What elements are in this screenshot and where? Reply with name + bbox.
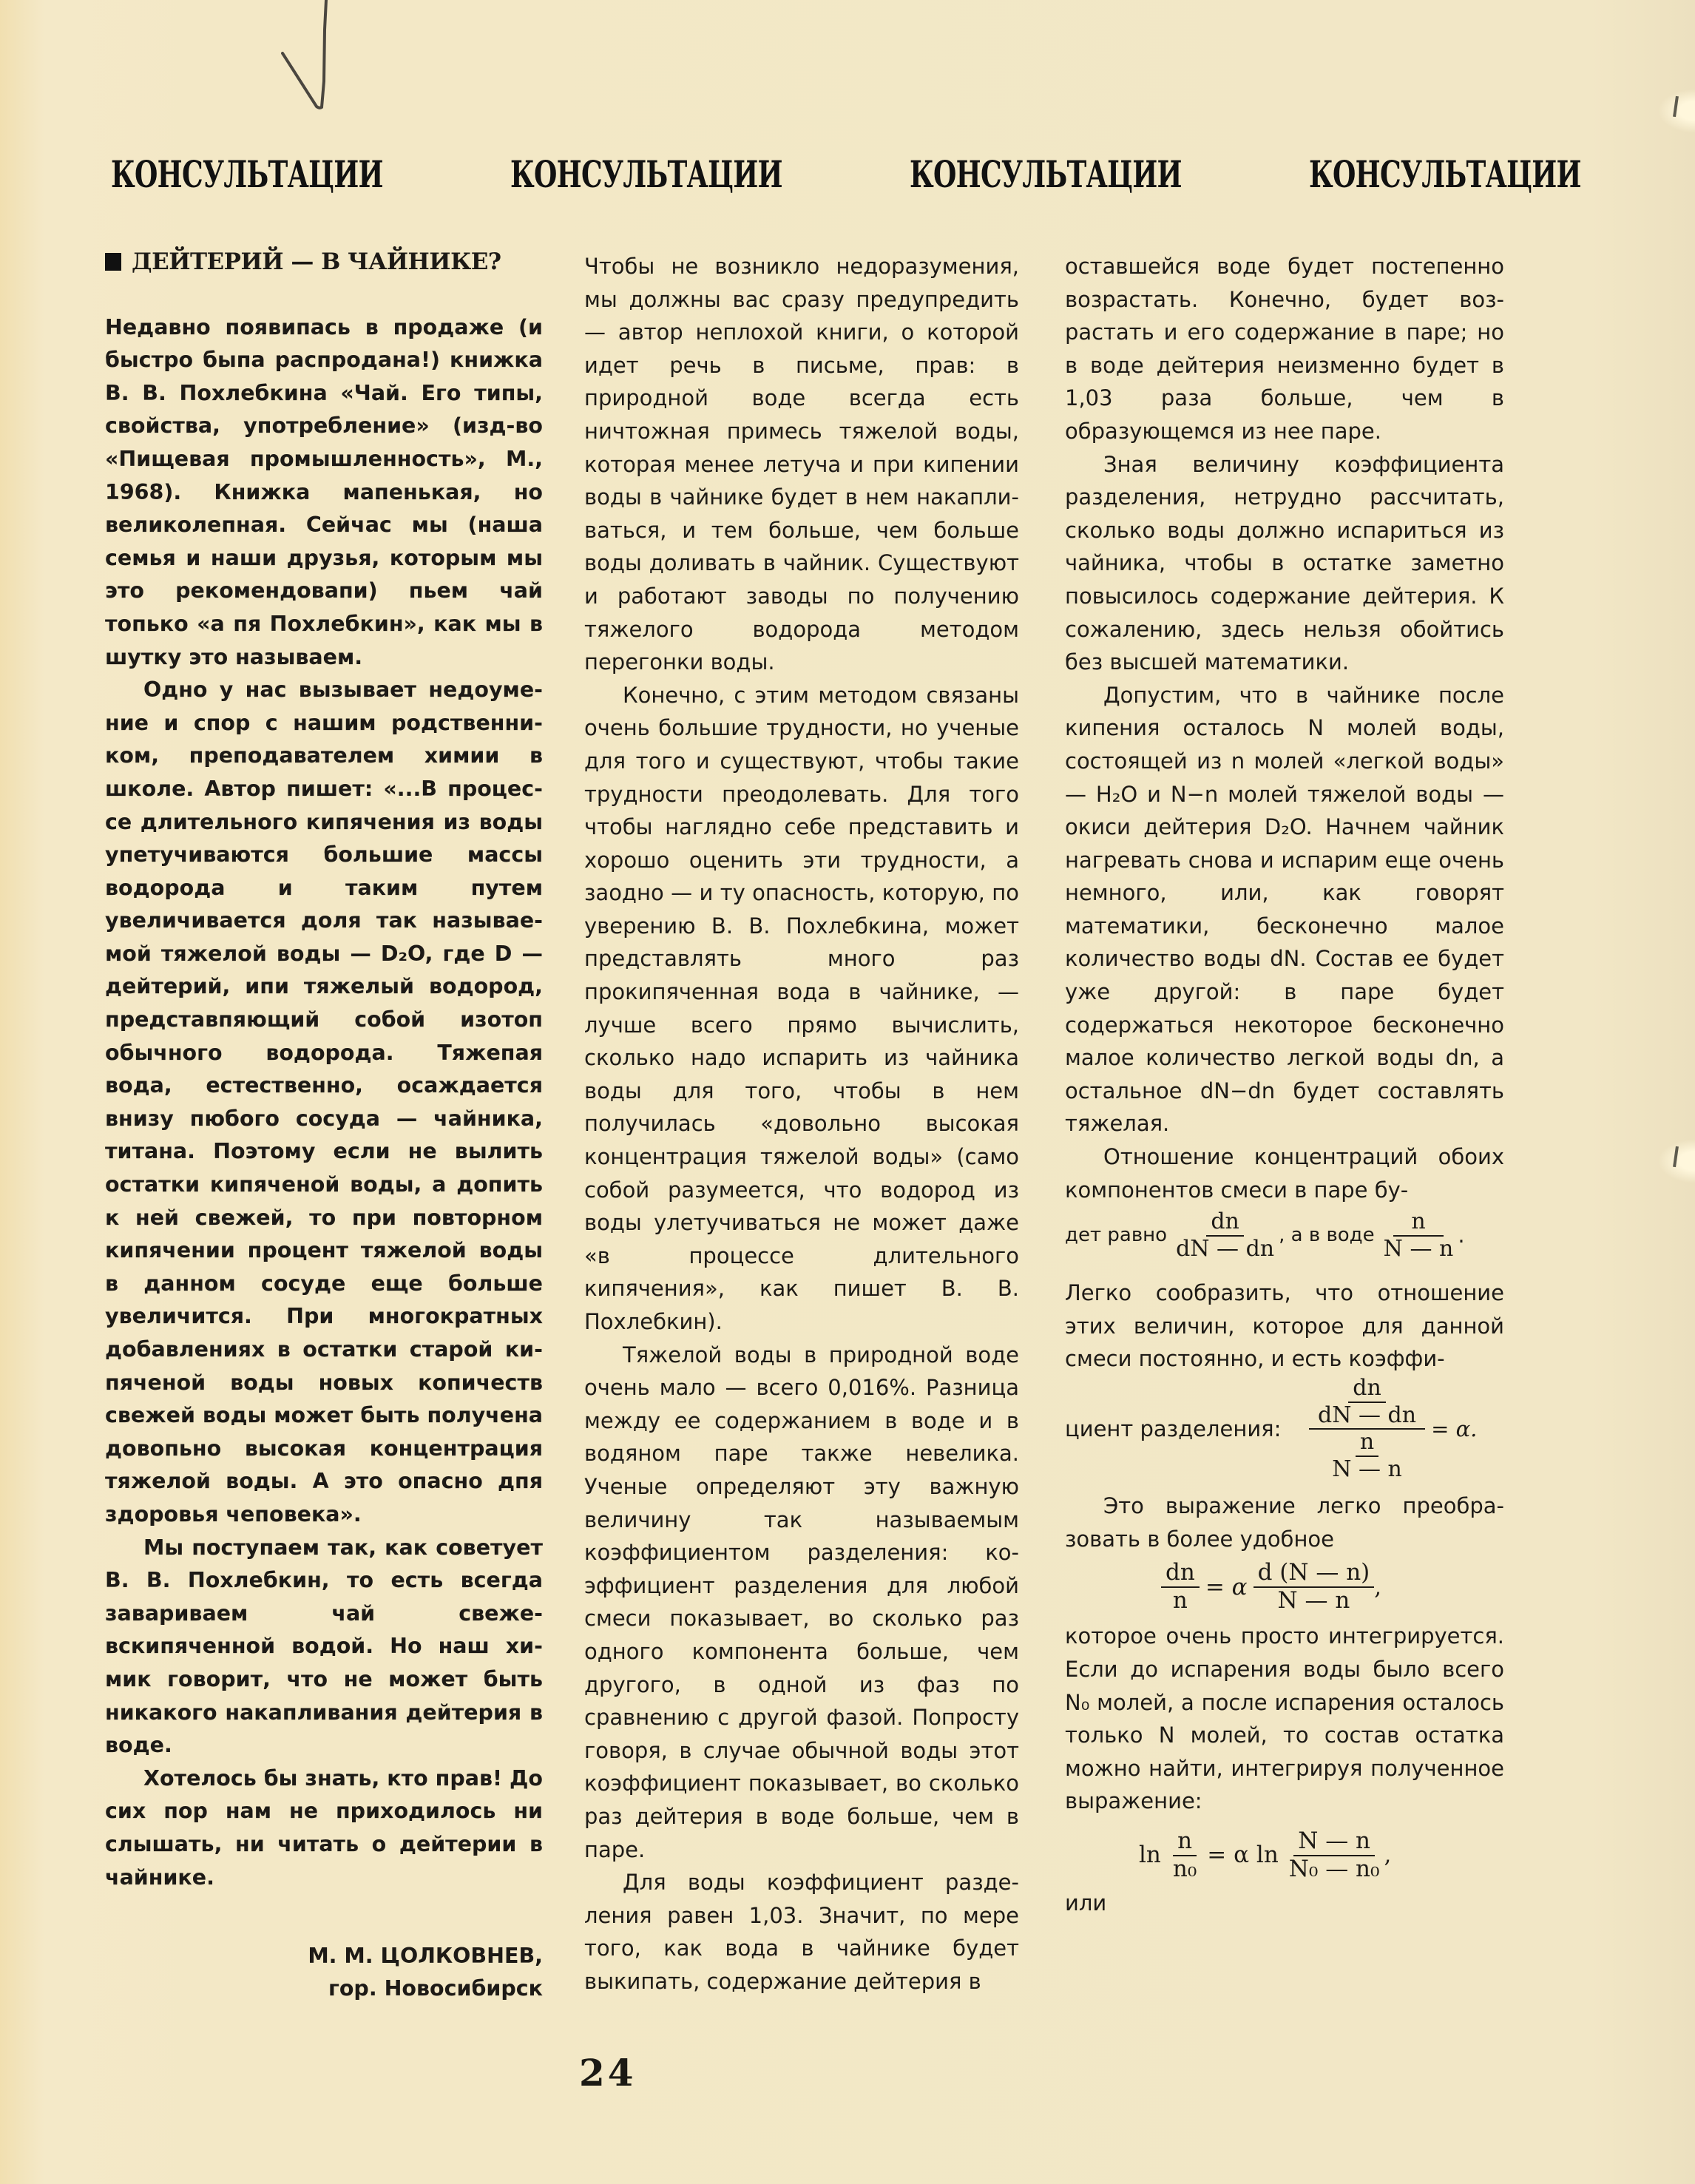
lhs-fraction: [1161, 1560, 1200, 1614]
formula-comma: ,: [1384, 1842, 1392, 1869]
answer-paragraph: которое очень просто интегрируется. Если до испарения воды было всего N₀ молей, а после испарения осталось только N молей, то состав остатка можно найти, интегрируя полученное выражение:: [1065, 1623, 1504, 1814]
header-label: КОНСУЛЬТАЦИИ: [1309, 152, 1581, 196]
equals-alpha-ln: = α ln: [1207, 1842, 1279, 1869]
fraction-denominator: dN — dn: [1318, 1402, 1417, 1428]
signature-city: гор. Новосибирск: [328, 1976, 543, 2001]
outer-denominator: [1323, 1430, 1411, 1482]
article-title: [105, 246, 543, 279]
ratio-prefix: дет равно: [1065, 1224, 1168, 1247]
header-label: КОНСУЛЬТАЦИИ: [111, 152, 383, 196]
answer-paragraph: Тяжелой воды в природной воде очень мало — всего 0,016%. Разница между ее содержанием в воде и в водяном паре также невелика. Ученые определяют эту важную величину так называемым коэффициентом разделения: коэффициент разделения для любой смеси показывает, во сколько раз одного компонента больше, чем другого, в одной из фаз по сравнению с другой фазой. Попросту говоря, в случае обычной воды этот коэффициент показывает, во сколько раз дейтерия в воде больше, чем в паре.: [584, 1342, 1019, 1862]
fraction-numerator: dn: [1206, 1209, 1244, 1237]
fraction-denominator: N₀ — n₀: [1288, 1855, 1380, 1882]
vapor-ratio-fraction: [1171, 1209, 1279, 1262]
outer-numerator: [1309, 1376, 1425, 1430]
rhs-fraction: [1285, 1828, 1384, 1882]
formula-comma: ,: [1374, 1573, 1382, 1600]
coefficient-result: = α.: [1431, 1416, 1478, 1441]
fraction-numerator: dn: [1161, 1560, 1200, 1588]
ratio-line: [1065, 1209, 1504, 1262]
fraction-denominator: N — n: [1277, 1586, 1350, 1614]
ratio-middle: , а в воде: [1279, 1224, 1375, 1247]
fraction-denominator: N — n: [1332, 1456, 1402, 1482]
fraction-numerator: n: [1173, 1828, 1197, 1856]
coefficient-line: [1065, 1376, 1504, 1482]
letter-paragraph: Недавно появипась в продаже (и быстро быпа распродана!) книжка В. В. Похлебкина «Чай. Его типы, свойства, употребление» (изд-во «Пищевая промышленность», М., 1968). Книжка мапенькая, но великолепная. Сейчас мы (наша семья и наши друзья, которым мы это рекомендовапи) пьем чай топько «а пя Похлебкин», как мы в шутку это называем.: [105, 314, 543, 669]
fraction-denominator: N — n: [1383, 1235, 1454, 1262]
water-ratio-fraction: [1379, 1209, 1458, 1262]
separation-coefficient-fraction: [1309, 1376, 1425, 1482]
answer-paragraph: Это выражение легко преобразовать в более удобное: [1065, 1493, 1504, 1552]
answer-paragraph: Легко сообразить, что отношение этих величин, которое для данной смеси постоянно, и есть коэффи-: [1065, 1280, 1504, 1372]
differential-formula: [1065, 1560, 1504, 1614]
signature-name: М. М. ЦОЛКОВНЕВ,: [308, 1944, 543, 1969]
fraction-denominator: n: [1172, 1586, 1188, 1614]
answer-paragraph: Чтобы не возникло недоразумения, мы должны вас сразу предупредить — автор неплохой книги, о которой идет речь в письме, прав: в природной воде всегда есть ничтожная примесь тяжелой воды, которая менее летуча и при кипении воды в чайнике будет в нем накапливаться, и тем больше, чем больше воды доливать в чайник. Существуют и работают заводы по получению тяжелого водорода методом перегонки воды.: [584, 254, 1019, 675]
fraction-numerator: N — n: [1293, 1828, 1375, 1856]
page-tab-bottom: [1658, 1139, 1695, 1183]
answer-paragraph: Отношение концентраций обоих компонентов смеси в паре бу-: [1065, 1144, 1504, 1203]
header-label: КОНСУЛЬТАЦИИ: [910, 152, 1182, 196]
answer-column-1: [584, 250, 1019, 1998]
integrated-formula: [1065, 1828, 1504, 1882]
section-header: [111, 148, 1581, 200]
answer-paragraph: Для воды коэффициент разделения равен 1,03. Значит, по мере того, как вода в чайнике будет выкипать, содержание дейтерия в: [584, 1870, 1019, 1994]
header-label: КОНСУЛЬТАЦИИ: [510, 152, 782, 196]
answer-paragraph: Конечно, с этим методом связаны очень большие трудности, но ученые для того и существуют, чтобы такие трудности преодолевать. Для того чтобы наглядно себе представить и хорошо оценить эти трудности, а заодно — и ту опасность, которую, по уверению В. В. Похлебкина, может представлять много раз прокипяченная вода в чайнике, — лучше всего прямо вычислить, сколько надо испарить из чайника воды для того, чтобы в нем получилась «довольно высокая концентрация тяжелой воды» (само собой разумеется, что водород из воды улетучиваться не может даже «в процессе длительного кипячения», как пишет В. В. Похлебкин).: [584, 682, 1019, 1334]
fraction-denominator: n₀: [1172, 1855, 1197, 1882]
fraction-numerator: d (N — n): [1254, 1560, 1375, 1588]
letter-column: [105, 244, 543, 2005]
ln-operator: ln: [1139, 1842, 1161, 1869]
article-title-text: ДЕЙТЕРИЙ — В ЧАЙНИКЕ?: [132, 249, 501, 275]
fraction-numerator: n: [1356, 1430, 1378, 1457]
letter-paragraph: Мы поступаем так, как советует В. В. Похлебкин, то есть всегда завариваем чай свежевскипяченной водой. Но наш химик говорит, что не может быть никакого накапливания дейтерия в воде.: [105, 1535, 543, 1758]
fraction-denominator: dN — dn: [1176, 1235, 1275, 1262]
lhs-fraction: [1168, 1828, 1201, 1882]
inner-fraction-bottom: [1327, 1430, 1407, 1482]
fraction-numerator: n: [1393, 1209, 1443, 1237]
page-number: 24: [579, 2051, 637, 2095]
answer-paragraph: оставшейся воде будет постепенно возрастать. Конечно, будет возрастать и его содержание в паре; но в воде дейтерия неизменно будет в 1,03 раза больше, чем в образующемся из нее паре.: [1065, 254, 1504, 444]
ratio-suffix: .: [1458, 1223, 1465, 1248]
answer-trailing-text: или: [1065, 1890, 1107, 1916]
rhs-fraction: [1254, 1560, 1375, 1614]
answer-column-2: [1065, 250, 1504, 1920]
inner-fraction-top: [1313, 1376, 1421, 1428]
signature: [105, 1940, 543, 2005]
letter-paragraph: Хотелось бы знать, кто прав! До сих пор нам не приходилось ни слышать, ни читать о дейтерии в чайнике.: [105, 1765, 543, 1890]
answer-paragraph: Допустим, что в чайнике после кипения осталось N молей воды, состоящей из n молей «легкой воды» — H₂O и N−n молей тяжелой воды — окиси дейтерия D₂O. Начнем чайник нагревать снова и испарим еще очень немного, или, как говорят математики, бесконечно малое количество воды dN. Состав ее будет уже другой: в паре будет содержаться некоторое бесконечно малое количество легкой воды dn, а остальное dN−dn будет составлять тяжелая.: [1065, 682, 1504, 1137]
coefficient-label: циент разделения:: [1065, 1416, 1282, 1441]
letter-paragraph: Одно у нас вызывает недоумение и спор с нашим родственником, преподавателем химии в школе. Автор пишет: «...В процессе длительного кипячения из воды упетучиваются большие массы водорода и таким путем увеличивается доля так называемой тяжелой воды — D₂O, где D — дейтерий, ипи тяжелый водород, представпяющий собой изотоп обычного водорода. Тяжепая вода, естественно, осаждается внизу пюбого сосуда — чайника, титана. Поэтому если не вылить остатки кипяченой воды, а допить к ней свежей, то при повторном кипячении процент тяжелой воды в данном сосуде еще больше увеличится. При многократных добавлениях в остатки старой кипяченой воды новых копичеств свежей воды может быть получена довопьно высокая концентрация тяжелой воды. А это опасно дпя здоровья чеповека».: [105, 677, 543, 1527]
bullet-square-icon: [105, 253, 121, 271]
fraction-numerator: dn: [1348, 1376, 1386, 1403]
pencil-check-mark: [281, 0, 340, 111]
page-tab-top: [1658, 89, 1695, 133]
equals-alpha: = α: [1205, 1573, 1248, 1600]
answer-paragraph: Зная величину коэффициента разделения, нетрудно рассчитать, сколько воды должно испариться из чайника, чтобы в остатке заметно повысилось содержание дейтерия. К сожалению, здесь нельзя обойтись без высшей математики.: [1065, 451, 1504, 675]
